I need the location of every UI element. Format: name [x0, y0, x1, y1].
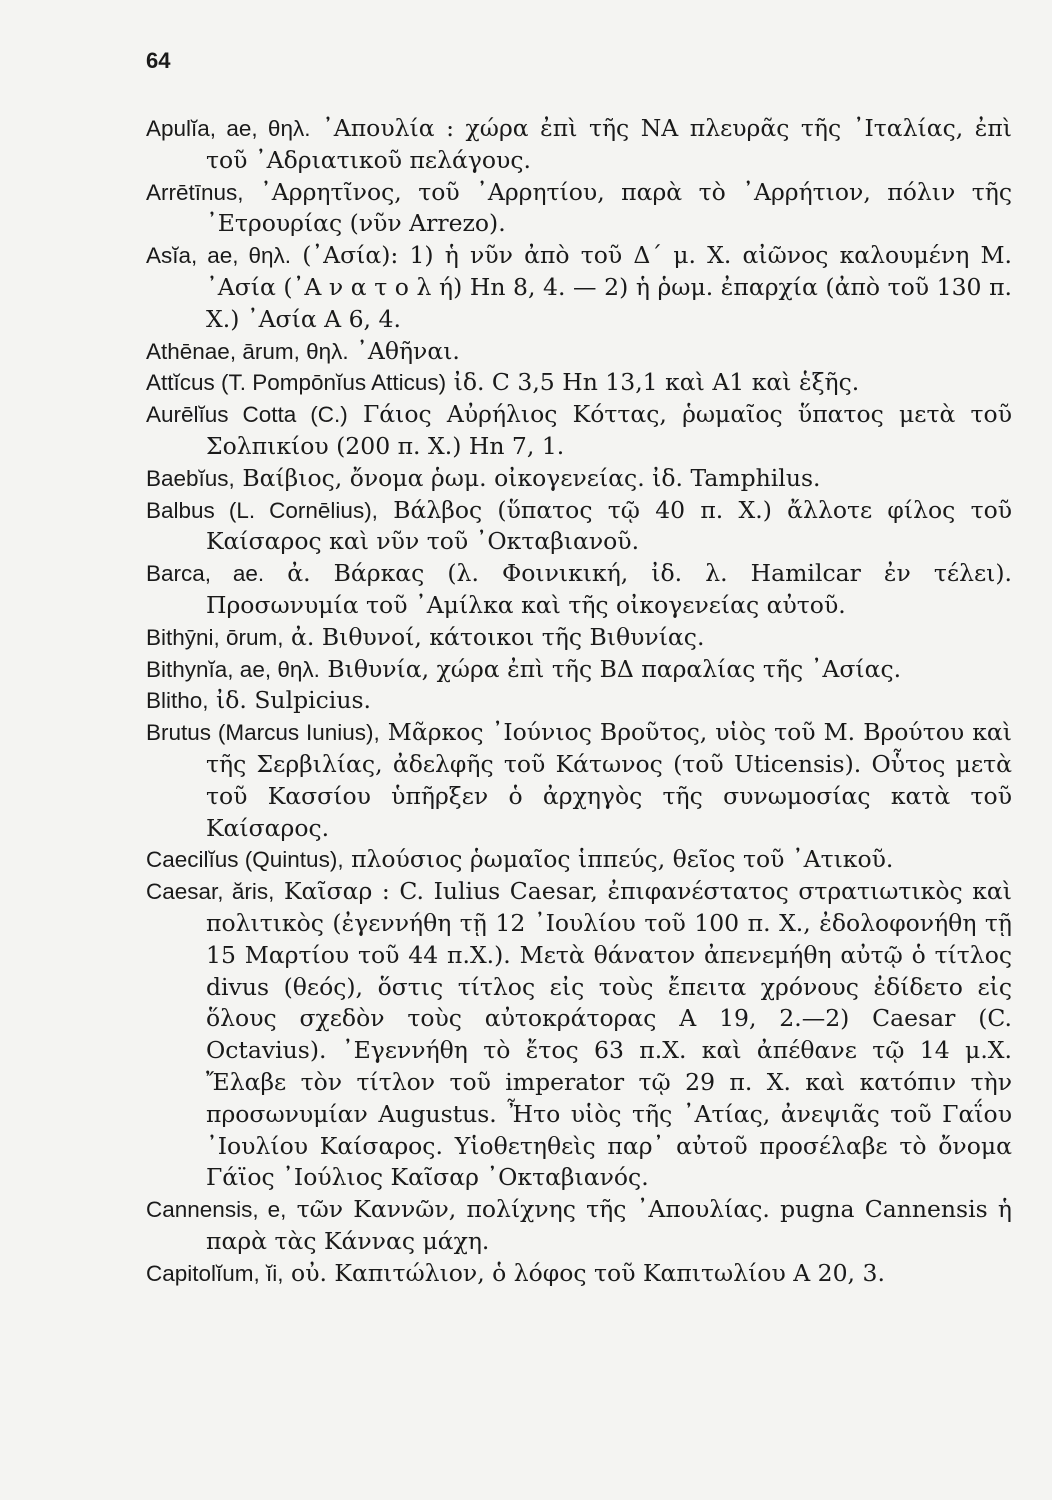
entry-definition: (᾿Ασία): 1) ἡ νῦν ἀπὸ τοῦ Δ΄ μ. Χ. αἰῶνος καλουμένη Μ. ᾿Ασία (᾿Α ν α τ ο λ ή) Hn 8, 4. — 2) ἡ ῥωμ. ἐπαρχία (ἀπὸ τοῦ 130 π. Χ.) ᾿Ασία A 6, 4. — [206, 241, 1012, 333]
entry-definition: ἀ. Βάρκας (λ. Φοινικική, ἰδ. λ. Hamilcar ἐν τέλει). Προσωνυμία τοῦ ᾿Αμίλκα καὶ τῆς οἰκογενείας αὐτοῦ. — [206, 559, 1012, 619]
dictionary-entry — [146, 717, 1012, 844]
dictionary-entry — [146, 113, 1012, 177]
entry-list — [146, 113, 1012, 1289]
dictionary-entry — [146, 463, 1012, 495]
entry-headword: Attĭcus (T. Pompōnĭus Atticus) — [146, 370, 447, 396]
entry-definition: ἰδ. C 3,5 Hn 13,1 καὶ A1 καὶ ἑξῆς. — [453, 368, 860, 397]
entry-definition: ᾿Απουλία : χώρα ἐπὶ τῆς ΝΑ πλευρᾶς τῆς ᾿Ιταλίας, ἐπὶ τοῦ ᾿Αδριατικοῦ πελάγους. — [206, 114, 1012, 174]
dictionary-entry — [146, 1194, 1012, 1258]
entry-definition: Βάλβος (ὕπατος τῷ 40 π. Χ.) ἄλλοτε φίλος τοῦ Καίσαρος καὶ νῦν τοῦ ᾿Οκταβιανοῦ. — [206, 495, 1012, 556]
entry-headword: Caecilĭus (Quintus), — [146, 847, 344, 873]
entry-definition: Γάιος Αὐρήλιος Κόττας, ῥωμαῖος ὕπατος μετὰ τοῦ Σολπικίου (200 π. Χ.) Hn 7, 1. — [206, 400, 1012, 460]
dictionary-entry — [146, 622, 1012, 654]
entry-headword: Cannensis, e, — [146, 1197, 287, 1223]
entry-headword: Apulĭa, ae, θηλ. — [146, 116, 311, 141]
entry-definition: Καῖσαρ : C. Iulius Caesar, ἐπιφανέστατος στρατιωτικὸς καὶ πολιτικὸς (ἐγεννήθη τῇ 12 ᾿Ιουλίου τοῦ 100 π. Χ., ἐδολοφονήθη τῇ 15 Μαρτίου τοῦ 44 π.Χ.). Μετὰ θάνατον ἀπενεμήθη αὐτῷ ὁ τίτλος divus (θεός), ὅστις τίτλος εἰς τοὺς ἔπειτα χρόνους ἐδίδετο εἰς ὅλους σχεδὸν τοὺς αὐτοκράτορας A 19, 2.—2) Caesar (C. Octavius). ᾿Εγεννήθη τὸ ἔτος 63 π.Χ. καὶ ἀπέθανε τῷ 14 μ.Χ. Ἔλαβε τὸν τίτλον τοῦ imperator τῷ 29 π. Χ. καὶ κατόπιν τὴν προσωνυμίαν Augustus. Ἦτο υἱὸς τῆς ᾿Ατίας, ἀνεψιᾶς τοῦ Γαΐου ᾿Ιουλίου Καίσαρος. Υἱοθετηθεὶς παρ᾿ αὐτοῦ προσέλαβε τὸ ὄνομα Γάϊος ᾿Ιούλιος Καῖσαρ ᾿Οκταβιανός. — [206, 877, 1012, 1192]
dictionary-entry — [146, 685, 1012, 717]
entry-definition: Μᾶρκος ᾿Ιούνιος Βροῦτος, υἱὸς τοῦ Μ. Βρούτου καὶ τῆς Σερβιλίας, ἀδελφῆς τοῦ Κάτωνος (τοῦ Uticensis). Οὗτος μετὰ τοῦ Κασσίου ὑπῆρξεν ὁ ἀρχηγὸς τῆς συνωμοσίας κατὰ τοῦ Καίσαρος. — [206, 718, 1012, 842]
entry-headword: Baebĭus, — [146, 465, 235, 491]
dictionary-entry — [146, 1258, 1012, 1290]
entry-headword: Asĭa, ae, θηλ. — [146, 243, 292, 269]
entry-definition: ᾿Αρρητῖνος, τοῦ ᾿Αρρητίου, παρὰ τὸ ᾿Αρρήτιον, πόλιν τῆς ᾿Ετρουρίας (νῦν Arrezo). — [206, 177, 1012, 238]
entry-headword: Balbus (L. Cornēlius), — [146, 497, 378, 523]
entry-definition: ἀ. Βιθυνοί, κάτοικοι τῆς Βιθυνίας. — [291, 622, 705, 651]
dictionary-entry — [146, 654, 1012, 686]
dictionary-entry — [146, 240, 1012, 335]
entry-headword: Bithynĭa, ae, θηλ. — [146, 656, 320, 682]
entry-headword: Bithȳni, ōrum, — [146, 624, 284, 650]
entry-definition: Βιθυνία, χώρα ἐπὶ τῆς ΒΔ παραλίας τῆς ᾿Ασίας. — [327, 654, 902, 683]
entry-definition: τῶν Καννῶν, πολίχνης τῆς ᾿Απουλίας. pugna Cannensis ἡ παρὰ τὰς Κάννας μάχη. — [206, 1195, 1012, 1255]
entry-headword: Brutus (Marcus Iunius), — [146, 720, 380, 746]
dictionary-entry — [146, 558, 1012, 622]
entry-headword: Athēnae, ārum, θηλ. — [146, 338, 349, 364]
dictionary-entry — [146, 367, 1012, 399]
entry-headword: Caesar, ăris, — [146, 879, 275, 905]
dictionary-entry — [146, 336, 1012, 368]
entry-headword: Aurēlĭus Cotta (C.) — [146, 402, 348, 428]
dictionary-entry — [146, 399, 1012, 463]
dictionary-entry — [146, 844, 1012, 876]
dictionary-entry — [146, 495, 1012, 559]
entry-headword: Barca, ae. — [146, 561, 265, 587]
entry-headword: Arrētīnus, — [146, 179, 244, 205]
page-number: 64 — [146, 48, 171, 73]
entry-definition: οὐ. Καπιτώλιον, ὁ λόφος τοῦ Καπιτωλίου A 20, 3. — [291, 1258, 885, 1287]
entry-definition: πλούσιος ῥωμαῖος ἱππεύς, θεῖος τοῦ ᾿Ατικοῦ. — [351, 845, 894, 874]
entry-headword: Blitho, — [146, 688, 209, 714]
entry-definition: ᾿Αθῆναι. — [356, 336, 460, 365]
entry-definition: Βαίβιος, ὄνομα ῥωμ. οἰκογενείας. ἰδ. Tamphilus. — [242, 463, 821, 492]
entry-headword: Capitolĭum, ĭi, — [146, 1260, 284, 1286]
entry-definition: ἰδ. Sulpicius. — [216, 686, 371, 715]
dictionary-entry — [146, 876, 1012, 1194]
dictionary-entry — [146, 177, 1012, 241]
